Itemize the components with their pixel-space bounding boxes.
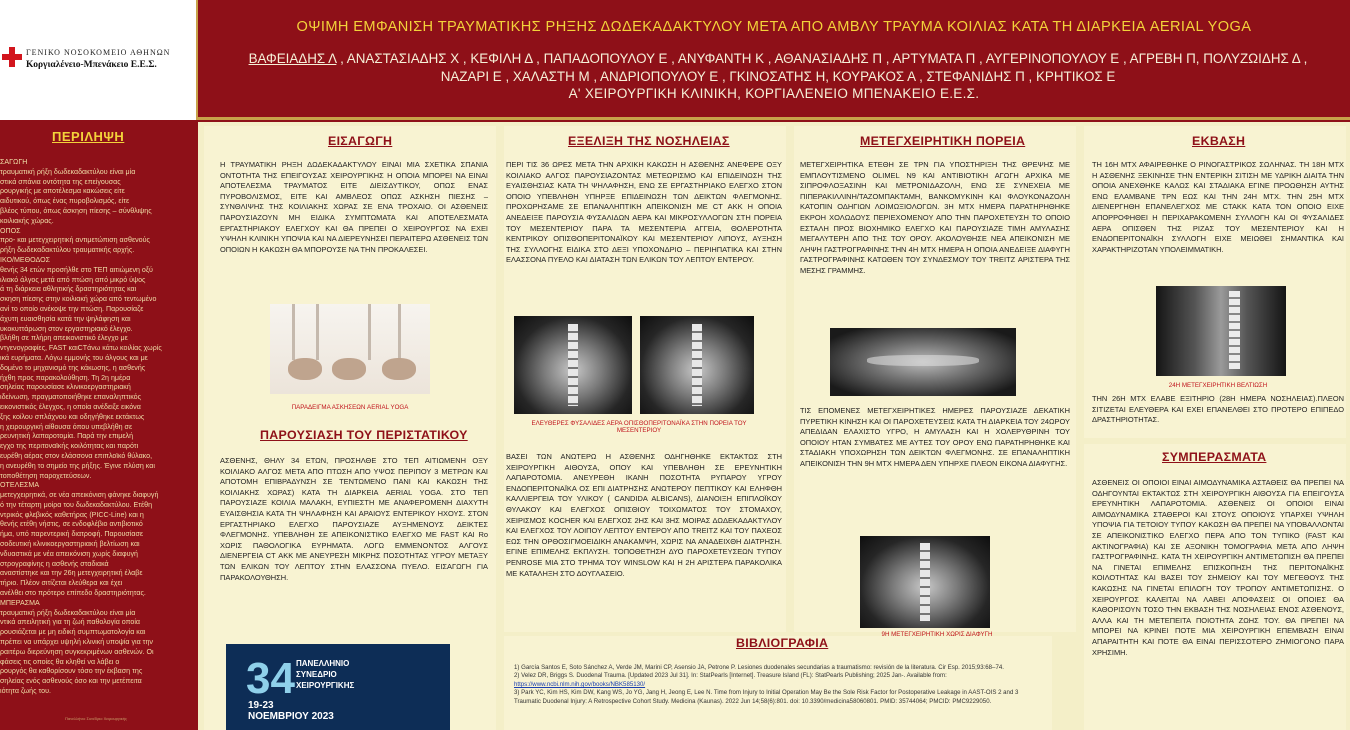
- reference-1: 1) García Santos E, Soto Sánchez A, Verde JM, Marini CP, Asensio JA, Petrone P. Lesiones duodenales secundarias a traumatismo: revisión de la literatura. Cir Esp. 2015;93:68–74.: [514, 664, 1004, 671]
- intro-title: ΕΙΣΑΓΩΓΗ: [328, 134, 393, 148]
- congress-banner: [226, 644, 450, 730]
- outcome-text-2: ΤΗΝ 26Η ΜΤΧ ΕΛΑΒΕ ΕΞΙΤΗΡΙΟ (28Η ΗΜΕΡΑ ΝΟΣΗΛΕΙΑΣ).ΠΛΕΟΝ ΣΙΤΙΖΕΤΑΙ ΕΛΕΥΘΕΡΑ ΚΑΙ ΕΧΕΙ ΕΠΑΝΕΛΘΕΙ ΣΤΟ ΠΡΟΤΕΡΟ ΕΠΙΠΕΔΟ ΔΡΑΣΤΗΡΙΟΤΗΤΑΣ.: [1092, 394, 1344, 425]
- day9-ct-image: [860, 536, 990, 628]
- outcome-title: ΕΚΒΑΣΗ: [1192, 134, 1246, 148]
- references-list: [514, 664, 1044, 706]
- course-text-1: ΠΕΡΙ ΤΙΣ 36 ΩΡΕΣ ΜΕΤΑ ΤΗΝ ΑΡΧΙΚΗ ΚΑΚΩΣΗ Η ΑΣΘΕΝΗΣ ΑΝΕΦΕΡΕ ΟΞΥ ΚΟΙΛΙΑΚΟ ΑΛΓΟΣ ΠΑΡΟΥΣΙΑΖΟΝΤΑΣ ΜΕΤΕΩΡΙΣΜΟ ΚΑΙ ΕΠΙΔΕΙΝΩΣΗ ΤΗΣ ΕΥΑΙΣΘΗΣΙΑΣ ΚΑΤΑ ΤΗ ΨΗΛΑΦΗΣΗ, ΕΝΩ ΣΕ ΕΡΓΑΣΤΗΡΙΑΚΟ ΕΛΕΓΧΟ ΣΤΟΝ ΟΠΟΙΟ ΥΠΕΒΛΗΘΗ ΥΠΗΡΞΕ ΕΠΙΔΕΙΝΩΣΗ ΤΩΝ ΔΕΙΚΤΩΝ ΦΛΕΓΜΟΝΗΣ. ΠΡΟΧΩΡΗΣΑΜΕ ΣΕ ΕΠΑΝΑΛΗΠΤΙΚΗ ΑΠΕΙΚΟΝΙΣΗ ΜΕ CT ΑΚΚ Η ΟΠΟΙΑ ΑΝΕΔΕΙΞΕ ΠΑΡΟΥΣΙΑ ΦΥΣΑΛΙΔΩΝ ΑΕΡΑ ΚΑΙ ΜΙΚΡΟΣΥΛΛΟΓΩΝ ΣΤΗ ΠΟΡΕΙΑ ΤΟΥ ΜΕΣΕΝΤΕΡΙΟΥ ΠΑΡΑ ΤΑ ΜΕΣΕΝΤΕΡΙΑ ΑΓΓΕΙΑ, ΘΟΛΕΡΟΤΗΤΑ ΚΕΝΤΡΙΚΟΥ ΟΠΙΣΘΟΠΕΡΙΤΟΝΑΪΚΟΥ ΚΑΙ ΜΕΣΕΝΤΕΡΙΟΥ ΛΙΠΟΥΣ, ΑΥΞΗΣΗ ΤΗΣ ΣΥΛΛΟΓΗΣ ΕΙΔΙΚΑ ΣΤΟ ΔΕΞΙ ΥΠΟΧΟΝΔΡΙΟ – ΠΕΡΙΗΠΑΤΙΚΑ ΚΑΙ ΣΤΗΝ ΕΛΑΣΣΟΝΑ ΠΥΕΛΟ ΚΑΙ ΔΙΑΤΑΣΗ ΤΩΝ ΕΛΙΚΩΝ ΤΟΥ ΛΕΠΤΟΥ ΕΝΤΕΡΟΥ.: [506, 160, 782, 265]
- other-authors: , ΑΝΑΣΤΑΣΙΑΔΗΣ Χ , ΚΕΦΙΛΗ Δ , ΠΑΠΑΔΟΠΟΥΛΟΥ Ε , ΑΝΥΦΑΝΤΗ Κ , ΑΘΑΝΑΣΙΑΔΗΣ Π , ΑΡΤΥΜΑΤΑ Π , ΑΥΓΕΡΙΝΟΠΟΥΛΟΥ Ε , ΑΓΡΕΒΗ Π, ΠΟΛΥΖΩΙΔΗΣ Δ , ΝΑΖΑΡΙ Ε , ΧΑΛΑΣΤΗ Μ , ΑΝΔΡΙΟΠΟΥΛΟΥ Ε , ΓΚΙΝΟΣΑΤΗΣ Η, ΚΟΥΡΑΚΟΣ Α , ΣΤΕΦΑΝΙΔΗΣ Π , ΚΡΗΤΙΚΟΣ Ε: [336, 51, 1308, 84]
- conclusions-text: ΑΣΘΕΝΕΙΣ ΟΙ ΟΠΟΙΟΙ ΕΙΝΑΙ ΑΙΜΟΔΥΝΑΜΙΚΑ ΑΣΤΑΘΕΙΣ ΘΑ ΠΡΕΠΕΙ ΝΑ ΟΔΗΓΟΥΝΤΑΙ ΕΚΤΑΚΤΩΣ ΣΤΗ ΧΕΙΡΟΥΡΓΙΚΗ ΑΙΘΟΥΣΑ ΓΙΑ ΕΠΕΙΓΟΥΣΑ ΕΡΕΥΝΗΤΙΚΗ ΛΑΠΑΡΟΤΟΜΙΑ. ΑΣΘΕΝΕΙΣ ΟΙ ΟΠΟΙΟΙ ΕΙΝΑΙ ΑΙΜΟΔΥΝΑΜΙΚΑ ΣΤΑΘΕΡΟΙ ΚΑΙ ΣΤΟΥΣ ΟΠΟΙΟΥΣ ΥΠΑΡΧΕΙ ΥΨΗΛΗ ΥΠΟΨΙΑ ΓΙΑ ΤΕΤΟΙΟΥ ΤΥΠΟΥ ΚΑΚΩΣΗ ΘΑ ΠΡΕΠΕΙ ΝΑ ΥΠΟΒΑΛΛΟΝΤΑΙ ΣΕ ΑΠΕΙΚΟΝΙΣΤΙΚΟ ΕΛΕΓΧΟ ΠΕΡΑ ΑΠΟ ΤΟΝ ΤΥΠΙΚΟ (FAST ΚΑΙ ΑΚΤΙΝΟΓΡΑΦΙΑ) ΚΑΙ ΣΕ ΑΞΟΝΙΚΗ ΤΟΜΟΓΡΑΦΙΑ ΜΕΤΑ ΑΠΟ ΛΗΨΗ ΓΑΣΤΡΟΓΡΑΦΙΝΗΣ. ΚΑΤΑ ΤΗ ΧΕΙΡΟΥΡΓΙΚΗ ΑΝΤΙΜΕΤΩΠΙΣΗ ΘΑ ΠΡΕΠΕΙ ΝΑ ΓΙΝΕΤΑΙ ΕΠΙΜΕΛΗΣ ΕΠΙΣΚΟΠΗΣΗ ΤΗΣ ΠΕΡΙΤΟΝΑΪΚΗΣ ΚΟΙΛΟΤΗΤΑΣ ΚΑΙ ΒΑΣΕΙ ΤΟΥ ΣΗΜΕΙΟΥ ΚΑΙ ΤΟΥ ΜΕΓΕΘΟΥΣ ΤΗΣ ΚΑΚΩΣΗΣ ΝΑ ΓΙΝΕΤΑΙ ΕΠΙΛΟΓΗ ΤΟΥ ΤΡΟΠΟΥ ΑΝΤΙΜΕΤΩΠΙΣΗΣ. Ο ΧΕΙΡΟΥΡΓΟΣ ΚΑΛΕΙΤΑΙ ΝΑ ΛΑΒΕΙ ΑΠΟΦΑΣΕΙΣ ΟΙ ΟΠΟΙΕΣ ΘΑ ΚΑΘΟΡΙΣΟΥΝ ΤΟΣΟ ΤΗΝ ΕΚΒΑΣΗ ΤΗΣ ΝΟΣΗΛΕΙΑΣ ΕΝΟΣ ΑΣΘΕΝΟΥΣ, ΑΛΛΑ ΚΑΙ ΤΗ ΜΕΤΕΠΕΙΤΑ ΠΟΙΟΤΗΤΑ ΖΩΗΣ ΤΟΥ. ΘΑ ΠΡΕΠΕΙ ΝΑ ΜΠΟΡΕΙ ΝΑ ΚΡΙΝΕΙ ΠΟΤΕ ΜΙΑ ΧΕΙΡΟΥΡΓΙΚΗ ΕΠΕΜΒΑΣΗ ΕΙΝΑΙ ΑΠΑΡΑΙΤΗΤΗ ΚΑΙ ΠΟΤΕ ΘΑ ΕΙΝΑΙ ΠΕΡΙΣΣΟΤΕΡΟ ΖΗΜΙΟΓΟΝΟ ΠΑΡΑ ΧΡΗΣΙΜΗ.: [1092, 478, 1344, 657]
- yoga-silk: [398, 304, 401, 360]
- yoga-person: [332, 358, 366, 380]
- yoga-silk: [316, 304, 319, 360]
- course-text-2: ΒΑΣΕΙ ΤΩΝ ΑΝΩΤΕΡΩ Η ΑΣΘΕΝΗΣ ΟΔΗΓΗΘΗΚΕ ΕΚΤΑΚΤΩΣ ΣΤΗ ΧΕΙΡΟΥΡΓΙΚΗ ΑΙΘΟΥΣΑ, ΟΠΟΥ ΚΑΙ ΥΠΕΒΛΗΘΗ ΣΕ ΕΡΕΥΝΗΤΙΚΗ ΛΑΠΑΡΟΤΟΜΙΑ. ΑΝΕΥΡΕΘΗ ΙΚΑΝΗ ΠΟΣΟΤΗΤΑ ΡΥΠΑΡΟΥ ΥΓΡΟΥ ΕΝΔΟΠΕΡΙΤΟΝΑΪΚΑ ΟΣ ΕΠΙ ΔΙΑΤΡΗΣΗΣ ΑΝΩΤΕΡΟΥ ΠΕΠΤΙΚΟΥ ΚΑΙ ΕΛΗΦΘΗ ΚΑΛΛΙΕΡΓΕΙΑ ΤΟΥ ΥΛΙΚΟΥ ( CANDIDA ALBICANS), ΔΙΑΝΟΙΞΗ ΕΠΙΠΛΟΪΚΟΥ ΘΥΛΑΚΟΥ ΚΑΙ ΕΛΕΓΧΟΣ ΟΠΙΣΘΙΟΥ ΤΟΙΧΩΜΑΤΟΣ ΤΟΥ ΣΤΟΜΑΧΟΥ, ΧΕΙΡΙΣΜΟΣ KOCHER ΚΑΙ ΕΛΕΓΧΟΣ 2ΗΣ ΚΑΙ 3ΗΣ ΜΟΙΡΑΣ ΔΩΔΕΚΑΔΑΚΤΥΛΟΥ ΚΑΙ ΕΛΕΓΧΟΣ ΤΟΥ ΛΟΙΠΟΥ ΛΕΠΤΟΥ ΕΝΤΕΡΟΥ ΑΠΟ TREITZ ΚΑΙ ΤΟΥ ΠΑΧΕΟΣ ΕΩΣ ΤΗΝ ΟΡΘΟΣΙΓΜΟΕΙΔΙΚΗ ΑΝΑΚΑΜΨΗ, ΧΩΡΙΣ ΝΑ ΑΝΑΔΕΙΧΘΗ ΔΙΑΤΡΗΣΗ. ΕΓΙΝΕ ΕΠΙΜΕΛΗΣ ΕΚΠΛΥΣΗ. ΤΟΠΟΘΕΤΗΣΗ ΔΥΟ ΠΑΡΟΧΕΤΕΥΣΕΩΝ ΤΥΠΟΥ PENROSE ΜΙΑ ΣΤΟ ΤΡΗΜΑ ΤΟΥ WINSLOW ΚΑΙ Η 2Η ΑΡΙΣΤΕΡΑ ΠΑΡΑΚΟΛΙΚΑ ΜΕ ΚΑΤΑΛΗΞΗ ΣΤΟ ΔΟΥΓΛΑΣΕΙΟ.: [506, 452, 782, 578]
- ct-caption: ΕΛΕΥΘΕΡΕΣ ΦΥΣΑΛΙΔΕΣ ΑΕΡΑ ΟΠΙΣΘΟΠΕΡΙΤΟΝΑΪΚΑ ΣΤΗΝ ΠΟΡΕΙΑ ΤΟΥ ΜΕΣΕΝΤΕΡΙΟΥ: [531, 420, 747, 434]
- first-author: ΒΑΦΕΙΑΔΗΣ Λ: [248, 51, 337, 66]
- logo-hospital-name: ΓΕΝΙΚΟ ΝΟΣΟΚΟΜΕΙΟ ΑΘΗΝΩΝ: [26, 48, 171, 57]
- postop-text-1: ΜΕΤΕΓΧΕΙΡΗΤΙΚΑ ΕΤΕΘΗ ΣΕ TPN ΓΙΑ ΥΠΟΣΤΗΡΙΞΗ ΤΗΣ ΘΡΕΨΗΣ ΜΕ ΕΜΠΛΟΥΤΙΣΜΕΝΟ OLIMEL N9 ΚΑΙ ΑΝΤΙΒΙΟΤΙΚΗ ΑΓΩΓΗ ΑΡΧΙΚΑ ΜΕ ΣΙΠΡΟΦΛΟΞΑΣΙΝΗ ΚΑΙ ΜΕΤΡΟΝΙΔΑΖΟΛΗ, ΕΝΩ ΣΕ ΣΥΝΕΧΕΙΑ ΜΕ ΠΙΠΕΡΑΚΙΛΛΙΝΗ/ΤΑΖΟΜΠΑΚΤΑΜΗ, ΒΑΝΚΟΜΥΚΙΝΗ ΚΑΙ ΦΛΟΥΚΟΝΑΖΟΛΗ ΚΑΤΟΠΙΝ ΟΔΗΓΙΩΝ ΛΟΙΜΩΞΙΟΛΟΓΩΝ. 3Η ΜΤΧ ΗΜΕΡΑ ΠΑΡΑΤΗΡΗΘΗΚΕ ΕΚΡΟΗ ΧΟΛΩΔΟΥΣ ΠΕΡΙΕΧΟΜΕΝΟΥ ΑΠΟ ΤΗΝ ΠΑΡΟΧΕΤΕΥΣΗ ΤΟ ΟΠΟΙΟ ΕΣΤΑΛΗ ΠΡΟΣ ΒΙΟΧΗΜΙΚΟ ΕΛΕΓΧΟ ΚΑΙ ΠΑΡΟΥΣΙΑΖΕ ΤΙΜΗ ΑΜΥΛΑΣΗΣ ΜΕΓΑΛΥΤΕΡΗ ΑΠΟ ΤΗΣ ΤΟΥ ΟΡΟΥ. ΑΚΟΛΟΥΘΗΣΕ ΝΕΑ ΑΠΕΙΚΟΝΙΣΗ ΜΕ ΛΗΨΗ ΓΑΣΤΡΟΓΡΑΦΙΝΗΣ ΤΗΝ 4Η ΜΤΧ ΗΜΕΡΑ Η ΟΠΟΙΑ ΑΝΕΔΕΙΞΕ ΔΙΑΦΥΓΗ ΓΑΣΤΡΟΓΡΑΦΙΝΗΣ ΚΑΤΩΘΕΝ ΤΟΥ ΣΥΝΔΕΣΜΟΥ ΤΟΥ TREITZ ΑΡΙΣΤΕΡΑ ΤΗΣ ΜΕΣΗΣ ΓΡΑΜΜΗΣ.: [800, 160, 1070, 275]
- ct-scan-image-1: [514, 316, 632, 414]
- yoga-person: [382, 358, 416, 380]
- course-title: ΕΞΕΛΙΞΗ ΤΗΣ ΝΟΣΗΛΕΙΑΣ: [568, 134, 730, 148]
- authors-list: [228, 50, 1328, 86]
- aerial-yoga-photo: [270, 304, 430, 394]
- yoga-person: [288, 358, 322, 380]
- day24-caption: 24Η ΜΕΤΕΓΧΕΙΡΗΤΙΚΗ ΒΕΛΤΙΩΣΗ: [1168, 382, 1268, 389]
- reference-2: 2) Velez DR, Briggs S. Duodenal Trauma. [Updated 2023 Jul 31]. In: StatPearls [Internet]. Treasure Island (FL): StatPearls Publishing; 2025 Jan-. Available from:: [514, 672, 947, 680]
- summary-column: [0, 122, 190, 730]
- yoga-silk: [368, 304, 371, 360]
- logo-hospital-subname: Κοργιαλένειο-Μπενάκειο Ε.Ε.Σ.: [26, 60, 157, 70]
- postop-text-2: ΤΙΣ ΕΠΟΜΕΝΕΣ ΜΕΤΕΓΧΕΙΡΗΤΙΚΕΣ ΗΜΕΡΕΣ ΠΑΡΟΥΣΙΑΖΕ ΔΕΚΑΤΙΚΗ ΠΥΡΕΤΙΚΗ ΚΙΝΗΣΗ ΚΑΙ ΟΙ ΠΑΡΟΧΕΤΕΥΣΕΙΣ ΚΑΤΑ ΤΗ ΔΙΑΡΚΕΙΑ ΤΟΥ 24ΩΡΟΥ ΑΠΕΔΙΔΑΝ ΕΛΑΧΙΣΤΟ ΥΓΡΟ, Η ΑΜΥΛΑΣΗ ΚΑΙ Η ΧΟΛΕΡΥΘΡΙΝΗ ΤΟΥ ΟΠΟΙΟΥ ΗΤΑΝ ΣΥΜΒΑΤΕΣ ΜΕ ΑΥΤΕΣ ΤΟΥ ΟΡΟΥ ΕΝΩ ΠΑΡΑΤΗΡΗΘΗΚΕ ΚΑΙ ΣΤΑΔΙΑΚΗ ΥΠΟΧΩΡΗΣΗ ΤΩΝ ΔΕΙΚΤΩΝ ΦΛΕΓΜΟΝΗΣ. ΣΕ ΕΠΑΝΑΛΗΠΤΙΚΗ ΑΠΕΙΚΟΝΙΣΗ ΤΗΝ 9Η ΜΤΧ ΗΜΕΡΑ ΔΕΝ ΥΠΗΡΧΕ ΠΛΕΟΝ ΕΙΚΟΝΑ ΔΙΑΦΥΓΗΣ.: [800, 406, 1070, 468]
- summary-footer: Πανελλήνιο Συνέδριο Χειρουργικής: [65, 716, 127, 721]
- conclusions-title: ΣΥΜΠΕΡΑΣΜΑΤΑ: [1162, 450, 1267, 464]
- poster-content: [198, 122, 1350, 730]
- summary-text: ΣΑΓΩΓΗ τραυματική ρήξη δωδεκαδακτύλου είναι μία στικά σπάνια οντότητα της επείγουσας ρουργικής με αποτέλεσμα κακώσεις είτε αιδυτικού, όπως ένας πυροβολισμός, είτε βλέος τύπου, όπως άσκηση πίεσης – σύνθλιψης κοιλιακής χώρας. ΟΠΟΣ προ- και μετεγχειρητική αντιμετώπιση ασθενούς ρήξη δωδεκαδακτύλου τραυματικής αρχής. ΙΚΟ/ΜΕΘΟΔΟΣ θενής 34 ετών προσήλθε στο ΤΕΠ αιτιώμενη οξύ ιλιακό άλγος μετά από πτώση από μικρό ύψος ά τη διάρκεια αθλητικής δραστηριότητας και σκηση πίεσης στην κοιλιακή χώρα από τεντωμένο ανί το οποίο ανέκοψε την πτώση. Παρουσίαζε άχυτη ευαισθησία κατά την ψηλάφηση και υκοκυττάρωση στον εργαστηριακό έλεγχο. βλήθη σε πλήρη απεικονιστικό έλεγχο με ντγενογραφίες, FAST καιCTάνω κάτω κοιλίας χωρίς ικά ευρήματα. Λόγω εμμονής του άλγους και με δομένο το μηχανισμό της κάκωσης, η ασθενής ήχθη προς παρακολούθηση. Τη 2η ημέρα σηλείας παρουσίασε κλινικοεργαστηριακή ιδείνωση, πραγματοποιήθηκε επαναληπτικός εικονιστικός έλεγχος, η οποία ανέδειξε εικόνα ξης κοίλου σπλάχνου και οδηγήθηκε εκτάκτως η χειρουργική αίθουσα όπου υπεβλήθη σε ρευνητική λαπαροτομία. Παρά την επιμελή εγχο της περιτοναϊκής κοιλότητας και παρότι ευρέθη αέρας στον ελάσσονα επιπλοϊκό θύλακο, η ανευρέθη το σημείο της ρήξης. Έγινε πλύση και τοποθέτηση παροχετεύσεων. ΟΤΕΛΕΣΜΑ μετεγχειρητικά, σε νέα απεικόνιση φάνηκε διαφυγή ό την τέταρτη μοίρα του δωδεκαδακτύλου. Ετέθη ντρικός φλεβικός καθετήρας (PICC-Line) και η θενής ετέθη νήστις, σε ενδοφλέβιο αντιβιοτικό ήμα, υπό παρεντερική διατροφή. Παρουσίασε σοδευτική κλινικοεργαστηριακή βελτίωση και νδυαστικά με νέα απεικόνιση χωρίς διαφυγή στρογραφίνης η ασθενής σταδιακά αναστίστηκε και την 26η μετεγχειρητική έλαβε τήριο. Πλέον σιτίζεται ελεύθερα και έχει ανέλθει στο πρότερο επίπεδο δραστηριότητας. ΜΠΕΡΑΣΜΑ τραυματική ρήξη δωδεκαδακτύλου είναι μία ντικά απειλητική για τη ζωή παθολογία οποία ρουσιάζεται με μη ειδική συμπτωματολογία και πρέπει να υπάρχει υψηλή κλινική υποψία για την ραιτέρω διερεύνηση συγκεκριμένων ασθενών. Οι φάσεις τις οποίες θα κληθεί να λάβει ο ρουργός θα καθορίσουν τόσο την έκβαση της σηλείας ενός ασθενούς όσο και την μετέπειτα ιότητα ζωής του.: [0, 158, 162, 696]
- course-panel: [504, 126, 786, 632]
- outcome-panel: [1084, 126, 1346, 438]
- reference-2-link[interactable]: https://www.ncbi.nlm.nih.gov/books/NBK585130/: [514, 680, 646, 688]
- poster-title: ΟΨΙΜΗ ΕΜΦΑΝΙΣΗ ΤΡΑΥΜΑΤΙΚΗΣ ΡΗΞΗΣ ΔΩΔΕΚΑΔΑΚΤΥΛΟΥ ΜΕΤΑ ΑΠΟ ΑΜΒΛΥ ΤΡΑΥΜΑ ΚΟΙΛΙΑΣ ΚΑΤΑ ΤΗ ΔΙΑΡΚΕΙΑ AERIAL YOGA: [296, 19, 1252, 35]
- red-cross-icon: [2, 47, 22, 67]
- yoga-caption: ΠΑΡΑΔΕΙΓΜΑ ΑΣΚΗΣΕΩΝ AERIAL YOGA: [291, 404, 409, 411]
- reference-3: 3) Park YC, Kim HS, Kim DW, Kang WS, Jo YG, Jang H, Jeong E, Lee N. Time from Injury to Initial Operation May Be the Sole Risk Factor for Postoperative Leakage in AAST-OIS 2 and 3 Traumatic Duodenal Injury: A Retrospective Cohort Study. Medicina (Kaunas). 2022 Jun 14;58(6):801. doi: 10.3390/medicina58060801. PMID: 35744064; PMCID: PMC9229050.: [514, 689, 1019, 705]
- poster-header: [198, 0, 1350, 120]
- congress-number: 34: [246, 654, 295, 703]
- intro-text: Η ΤΡΑΥΜΑΤΙΚΗ ΡΗΞΗ ΔΩΔΕΚΑΔΑΚΤΥΛΟΥ ΕΙΝΑΙ ΜΙΑ ΣΧΕΤΙΚΑ ΣΠΑΝΙΑ ΟΝΤΟΤΗΤΑ ΤΗΣ ΕΠΕΙΓΟΥΣΑΣ ΧΕΙΡΟΥΡΓΙΚΗΣ Η ΟΠΟΙΑ ΜΠΟΡΕΙ ΝΑ ΕΙΝΑΙ ΑΠΟΤΕΛΕΣΜΑ ΤΡΑΥΜΑΤΟΣ ΕΙΤΕ ΔΙΕΙΣΔΥΤΙΚΟΥ, ΟΠΩΣ ΕΝΑΣ ΠΥΡΟΒΟΛΙΣΜΟΣ, ΕΙΤΕ ΚΑΙ ΑΜΒΛΕΟΣ ΟΠΩΣ ΑΣΚΗΣΗ ΠΙΕΣΗΣ – ΣΥΝΘΛΙΨΗΣ ΤΗΣ ΚΟΙΛΙΑΚΗΣ ΧΩΡΑΣ ΣΕ ΕΝΑ ΤΡΟΧΑΙΟ. ΟΙ ΑΣΘΕΝΕΙΣ ΠΑΡΟΥΣΙΑΖΟΥΝ ΜΗ ΕΙΔΙΚΑ ΣΥΜΠΤΩΜΑΤΑ ΚΑΙ ΑΠΟΤΕΛΕΣΜΑΤΑ ΕΡΓΑΣΤΗΡΙΑΚΟΥ ΕΛΕΓΧΟΥ ΚΑΙ ΘΑ ΠΡΕΠΕΙ Ο ΧΕΙΡΟΥΡΓΟΣ ΝΑ ΕΧΕΙ ΥΨΗΛΗ ΚΛΙΝΙΚΗ ΥΠΟΨΙΑ ΚΑΙ ΝΑ ΔΙΕΡΕΥΝΗΣΕΙ ΠΕΡΑΙΤΕΡΩ ΑΣΘΕΝΕΙΣ ΤΩΝ ΟΠΟΙΩΝ Η ΚΑΚΩΣΗ ΘΑ ΜΠΟΡΟΥΣΕ ΝΑ ΤΗΝ ΠΡΟΚΑΛΕΣΕΙ.: [220, 160, 488, 254]
- postop-title: ΜΕΤΕΓΧΕΙΡΗΤΙΚΗ ΠΟΡΕΙΑ: [860, 134, 1026, 148]
- gastrografin-ct-image: [830, 328, 1016, 396]
- day24-ct-image: [1156, 286, 1286, 376]
- congress-text: ΠΑΝΕΛΛΗΝΙΟ ΣΥΝΕΔΡΙΟ ΧΕΙΡΟΥΡΓΙΚΗΣ: [296, 659, 355, 690]
- intro-case-panel: [204, 126, 496, 730]
- case-title: ΠΑΡΟΥΣΙΑΣΗ ΤΟΥ ΠΕΡΙΣΤΑΤΙΚΟΥ: [260, 428, 468, 442]
- day9-caption: 9Η ΜΕΤΕΓΧΕΙΡΗΤΙΚΗ ΧΩΡΙΣ ΔΙΑΦΥΓΗ: [881, 631, 993, 638]
- outcome-text-1: ΤΗ 16Η ΜΤΧ ΑΦΑΙΡΕΘΗΚΕ Ο ΡΙΝΟΓΑΣΤΡΙΚΟΣ ΣΩΛΗΝΑΣ. ΤΗ 18Η ΜΤΧ Η ΑΣΘΕΝΗΣ ΞΕΚΙΝΗΣΕ ΤΗΝ ΕΝΤΕΡΙΚΗ ΣΙΤΙΣΗ ΜΕ ΥΔΡΙΚΗ ΔΙΑΙΤΑ ΤΗΝ ΟΠΟΙΑ ΑΝΕΧΘΗΚΕ ΚΑΛΩΣ ΚΑΙ ΣΤΑΔΙΑΚΑ ΕΓΙΝΕ ΠΡΟΩΘΗΣΗ ΑΥΤΗΣ ΕΝΩ ΕΛΑΜΒΑΝΕ TPN ΕΩΣ ΚΑΙ ΤΗΝ 24Η ΜΤΧ. ΤΗΝ 25Η ΜΤΧ ΔΙΕΝΕΡΓΗΘΗ ΕΠΑΝΕΛΕΓΧΟΣ ΜΕ CTAKK ΚΑΤΑ ΤΟΝ ΟΠΟΙΟ ΕΙΧΕ ΑΠΟΡΡΟΦΗΘΕΙ Η ΠΕΡΙΧΑΡΑΚΩΜΕΝΗ ΣΥΛΛΟΓΗ ΚΑΙ ΟΙ ΦΥΣΑΛΙΔΕΣ ΑΕΡΑ ΟΠΙΣΘΕΝ ΤΗΣ ΡΙΖΑΣ ΤΟΥ ΜΕΣΕΝΤΕΡΙΟΥ ΚΑΙ Η ΕΝΔΟΠΕΡΙΤΟΝΑΪΚΗ ΣΥΛΛΟΓΗ ΕΙΧΕ ΜΕΙΩΘΕΙ ΣΗΜΑΝΤΙΚΑ ΚΑΙ ΧΑΡΑΚΤΗΡΙΖΟΤΑΝ ΥΠΟΛΕΙΜΜΑΤΙΚΗ.: [1092, 160, 1344, 254]
- conclusions-panel: [1084, 444, 1346, 730]
- references-panel: [504, 636, 1052, 730]
- congress-date: 19-23 ΝΟΕΜΒΡΙΟΥ 2023: [248, 700, 334, 722]
- hospital-logo: [0, 0, 198, 120]
- summary-title: ΠΕΡΙΛΗΨΗ: [52, 129, 125, 144]
- case-text: ΑΣΘΕΝΗΣ, ΘΗΛΥ 34 ΕΤΩΝ, ΠΡΟΣΗΛΘΕ ΣΤΟ ΤΕΠ ΑΙΤΙΩΜΕΝΗ ΟΞΥ ΚΟΙΛΙΑΚΟ ΑΛΓΟΣ ΜΕΤΑ ΑΠΟ ΠΤΩΣΗ ΑΠΟ ΥΨΟΣ ΠΕΡΙΠΟΥ 3 ΜΕΤΡΩΝ ΚΑΙ ΑΠΟΤΟΜΗ ΕΠΙΒΡΑΔΥΝΣΗ ΣΕ ΤΕΝΤΩΜΕΝΟ ΠΑΝΙ ΚΑΙ ΚΑΚΩΣΗ ΤΗΣ ΚΟΙΛΙΑΚΗΣ ΧΩΡΑΣ) ΚΑΤΑ ΤΗ ΔΙΑΡΚΕΙΑ AERIAL YOGA. ΣΤΟ ΤΕΠ ΠΑΡΟΥΣΙΑΖΕ ΚΟΙΛΙΑ ΜΑΛΑΚΗ, ΕΥΠΙΕΣΤΗ ΜΕ ΑΝΑΦΕΡΟΜΕΝΗ ΔΙΑΧΥΤΗ ΕΥΑΙΣΘΗΣΙΑ ΚΑΤΑ ΤΗ ΨΗΛΑΦΗΣΗ ΚΑΙ ΑΡΑΙΟΥΣ ΕΝΤΕΡΙΚΟΥ ΗΧΟΥΣ. ΣΤΟΝ ΕΡΓΑΣΤΗΡΙΑΚΟ ΕΛΕΓΧΟ ΠΑΡΟΥΣΙΑΖΕ ΑΥΞΗΜΕΝΟΥΣ ΔΕΙΚΤΕΣ ΦΛΕΓΜΟΝΗΣ. ΥΠΕΒΛΗΘΗ ΣΕ ΑΠΕΙΚΟΝΙΣΤΙΚΟ ΕΛΕΓΧΟ ΜΕ FAST ΚΑΙ Ro ΧΩΡΙΣ ΠΑΘΟΛΟΓΙΚΑ ΕΥΡΗΜΑΤΑ. ΛΟΓΩ ΕΜΜΕΝΟΝΤΟΣ ΑΛΓΟΥΣ ΔΙΕΝΕΡΓΕΙΑ CT ΑΚΚ ΜΕ ΑΝΕΥΡΕΣΗ ΜΙΚΡΗΣ ΠΟΣΟΤΗΤΑΣ ΥΓΡΟΥ ΜΕΤΑΞΥ ΤΩΝ ΕΛΙΚΩΝ ΤΟΥ ΛΕΠΤΟΥ ΣΤΗΝ ΕΛΑΣΣΟΝΑ ΠΥΕΛΟ. ΕΙΣΑΓΩΓΗ ΓΙΑ ΠΑΡΑΚΟΛΟΥΘΗΣΗ.: [220, 456, 488, 582]
- postop-panel: [794, 126, 1076, 632]
- clinic-affiliation: Α' ΧΕΙΡΟΥΡΓΙΚΗ ΚΛΙΝΙΚΗ, ΚΟΡΓΙΑΛΕΝΕΙΟ ΜΠΕΝΑΚΕΙΟ Ε.Ε.Σ.: [568, 86, 980, 101]
- references-title: ΒΙΒΛΙΟΓΡΑΦΙΑ: [736, 636, 829, 650]
- ct-scan-image-2: [640, 316, 754, 414]
- yoga-silk: [292, 304, 295, 360]
